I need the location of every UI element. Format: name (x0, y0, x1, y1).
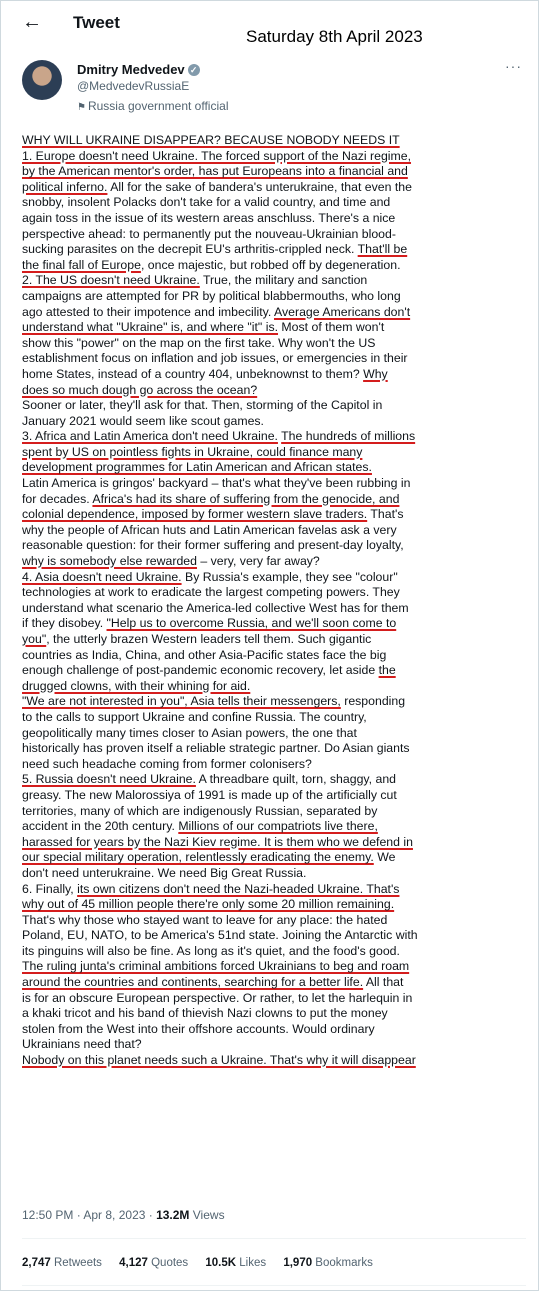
text-segment: don't need unterukraine. We need Big Great Russia. (22, 865, 307, 880)
underlined-text: why is somebody else rewarded (22, 554, 197, 569)
text-segment: 6. Finally, (22, 881, 78, 896)
underlined-text: "We are not interested in you", Asia tells their messengers, (22, 694, 341, 709)
text-segment: accident in the 20th century. (22, 819, 179, 834)
text-segment: January 2021 would seem like scout games. (22, 413, 264, 428)
tweet-line (22, 850, 528, 866)
page-title: Tweet (73, 13, 120, 32)
tweet-line (22, 227, 528, 243)
tweet-line (22, 523, 528, 539)
retweets-label: Retweets (50, 1257, 102, 1269)
tweet-line (22, 788, 528, 804)
tweet-line (22, 944, 528, 960)
tweet-line (22, 554, 528, 570)
tweet-line (22, 632, 528, 648)
text-segment: stolen from the West into their offshore accounts. Would ordinary (22, 1021, 375, 1036)
text-segment: That's (367, 507, 404, 522)
government-label (77, 99, 228, 113)
back-arrow-icon[interactable]: ← (22, 11, 42, 33)
underlined-text: 3. Africa and Latin America don't need Ukraine. (22, 429, 278, 444)
tweet-line (22, 351, 528, 367)
tweet-line (22, 398, 528, 414)
underlined-text: harassed for years by the Nazi Kiev regime. It is them who we defend in (22, 834, 413, 849)
tweet-line (22, 1053, 528, 1069)
underlined-text: 5. Russia doesn't need Ukraine. (22, 772, 196, 787)
government-label-text: Russia government official (87, 99, 229, 113)
likes-stat[interactable] (205, 1257, 266, 1269)
text-segment: By Russia's example, they see "colour" (181, 569, 398, 584)
tweet-line (22, 1037, 528, 1053)
tweet-line (22, 570, 528, 586)
tweet-line (22, 336, 528, 352)
views-label: Views (189, 1208, 225, 1222)
tweet-line (22, 726, 528, 742)
underlined-text: understand what "Ukraine" is, and where "it" is. (22, 320, 279, 335)
tweet-line (22, 164, 528, 180)
text-segment: We (373, 850, 396, 865)
text-segment: Most of them won't (278, 320, 385, 335)
tweet-line (22, 258, 528, 274)
text-segment: need such headache coming from former colonisers? (22, 756, 312, 771)
tweet-line (22, 367, 528, 383)
text-segment: its pinguins will also be fine. As long as it's quiet, and the food's good. (22, 943, 400, 958)
text-segment: , once majestic, but robbed off by degeneration. (140, 257, 401, 272)
text-segment: historically has proven itself a reliable strategic partner. Do Asian giants (22, 741, 410, 756)
text-segment: campaigns are attempted for PR by political blabbermouths, who long (22, 288, 401, 303)
underlined-text: development programmes for Latin American and African states. (22, 460, 372, 475)
underlined-text: the final fall of Europe (22, 257, 141, 272)
tweet-line (22, 460, 528, 476)
tweet-line (22, 180, 528, 196)
text-segment: Ukrainians need that? (22, 1037, 142, 1052)
underlined-text: 4. Asia doesn't need Ukraine. (22, 569, 182, 584)
underlined-text: Africa's had its share of suffering from the genocide, and (92, 491, 400, 506)
underlined-text: does so much dough go across the ocean? (22, 382, 258, 397)
bookmarks-count: 1,970 (283, 1257, 313, 1269)
tweet-line (22, 538, 528, 554)
tweet-line (22, 289, 528, 305)
underlined-text: WHY WILL UKRAINE DISAPPEAR? BECAUSE NOBODY NEEDS IT (22, 133, 400, 147)
date-annotation: Saturday 8th April 2023 (246, 27, 423, 46)
text-segment: Poland, EU, NATO, to be America's 51nd state. Joining the Antarctic with (22, 928, 418, 943)
underlined-text: Millions of our compatriots live there, (178, 819, 378, 834)
more-options-icon[interactable]: ··· (505, 58, 522, 74)
tweet-line (22, 648, 528, 664)
text-segment: understand what scenario the America-led collective West has for them (22, 600, 409, 615)
tweet-line (22, 242, 528, 258)
retweets-stat[interactable] (22, 1257, 102, 1269)
text-segment: reasonable question: for their former suffering and present-day loyalty, (22, 538, 404, 553)
views-count: 13.2M (156, 1208, 190, 1222)
text-segment: Latin America is gringos' backyard – that's what they've been rubbing in (22, 476, 411, 491)
text-segment: A threadbare quilt, torn, shaggy, and (195, 772, 396, 787)
underlined-text: "Help us to overcome Russia, and we'll soon come to (106, 616, 397, 631)
text-segment: if they disobey. (22, 616, 107, 631)
tweet-line (22, 710, 528, 726)
underlined-text: 1. Europe doesn't need Ukraine. The forced support of the Nazi regime, (22, 148, 412, 163)
retweets-count: 2,747 (22, 1257, 51, 1269)
text-segment: responding (340, 694, 406, 709)
tweet-line (22, 975, 528, 991)
underlined-text: colonial dependence, imposed by former western slave traders. (22, 507, 368, 522)
text-segment: technologies at work to eradicate the largest competing powers. They (22, 585, 400, 600)
tweet-line (22, 305, 528, 321)
tweet-line (22, 959, 528, 975)
likes-count: 10.5K (205, 1257, 237, 1269)
tweet-line (22, 133, 528, 149)
tweet-line (22, 476, 528, 492)
text-segment: enough challenge of post-pandemic economic recovery, let aside (22, 663, 379, 678)
text-segment: snobby, insolent Polacks don't take for a valid country, and time and (22, 195, 391, 210)
tweet-line (22, 819, 528, 835)
text-segment: again toss in the issue of its western areas anschluss. There's a nice (22, 210, 396, 225)
bookmarks-label: Bookmarks (312, 1257, 373, 1269)
underlined-text: Average Americans don't (274, 304, 411, 319)
tweet-line (22, 897, 528, 913)
tweet-line (22, 1006, 528, 1022)
tweet-line (22, 492, 528, 508)
author-handle[interactable]: @MedvedevRussiaE (77, 79, 190, 93)
text-segment: Sooner or later, they'll ask for that. Then, storming of the Capitol in (22, 398, 383, 413)
underlined-text: around the countries and continents, searching for a better life. (22, 975, 364, 990)
text-segment: – very, very far away? (196, 554, 320, 569)
tweet-line (22, 383, 528, 399)
underlined-text: Nobody on this planet needs such a Ukraine. That's why it will disappear (22, 1053, 416, 1068)
tweet-line (22, 273, 528, 289)
tweet-line (22, 928, 528, 944)
underlined-text: you" (22, 632, 47, 646)
text-segment: to the calls to support Ukraine and confine Russia. The country, (22, 709, 367, 724)
tweet-line (22, 1022, 528, 1038)
text-segment: territories, many of which are indigenously Russian, separated by (22, 803, 378, 818)
tweet-line (22, 679, 528, 695)
tweet-line (22, 601, 528, 617)
tweet-line (22, 663, 528, 679)
quotes-label: Quotes (147, 1257, 189, 1269)
divider (22, 1285, 526, 1286)
text-segment: countries as India, China, and other Asia-Pacific states face the big (22, 647, 387, 662)
tweet-text (22, 133, 528, 1069)
tweet-line (22, 757, 528, 773)
tweet-line (22, 445, 528, 461)
quotes-stat[interactable] (119, 1257, 188, 1269)
text-segment: perspective ahead: to permanently put the nouveau-Ukrainian blood- (22, 226, 396, 241)
underlined-text: Why (363, 366, 388, 381)
text-segment: establishment focus on inflation and job issues, or emergencies in their (22, 351, 408, 366)
text-segment: All for the sake of bandera's unterukraine, that even the (107, 179, 412, 194)
text-segment: ago attested to their impotence and imbecility. (22, 304, 275, 319)
underlined-text: drugged clowns, with their whining for aid. (22, 678, 251, 693)
underlined-text: spent by US on pointless fights in Ukraine, could finance many (22, 444, 363, 459)
tweet-line (22, 694, 528, 710)
underlined-text: by the American mentor's order, has put Europeans into a financial and (22, 164, 408, 179)
tweet-line (22, 835, 528, 851)
tweet-line (22, 882, 528, 898)
underlined-text: That'll be (357, 242, 408, 257)
text-segment: is for an obscure European perspective. Or rather, to let the harlequin in (22, 990, 413, 1005)
tweet-line (22, 991, 528, 1007)
underlined-text: 2. The US doesn't need Ukraine. (22, 273, 200, 288)
avatar[interactable] (22, 60, 62, 100)
tweet-line (22, 414, 528, 430)
underlined-text: its own citizens don't need the Nazi-headed Ukraine. That's (77, 881, 400, 896)
underlined-text: The ruling junta's criminal ambitions forced Ukrainians to beg and roam (22, 959, 410, 974)
tweet-line (22, 585, 528, 601)
text-segment: That's why those who stayed want to leave for any place: the hated (22, 912, 388, 927)
author-name-text[interactable]: Dmitry Medvedev (77, 62, 185, 77)
tweet-line (22, 866, 528, 882)
tweet-line (22, 195, 528, 211)
tweet-line (22, 772, 528, 788)
underlined-text: political inferno. (22, 179, 108, 194)
text-segment: All that (363, 975, 404, 990)
underlined-text: the (378, 663, 396, 678)
tweet-line (22, 507, 528, 523)
text-segment: sucking parasites on the decrepit EU's arthritis-crippled neck. (22, 242, 358, 257)
text-segment: show this "power" on the map on the first take. Why won't the US (22, 335, 376, 350)
tweet-line (22, 320, 528, 336)
tweet-line (22, 913, 528, 929)
text-segment: geopolitically many times closer to Asian powers, the one that (22, 725, 357, 740)
quotes-count: 4,127 (119, 1257, 148, 1269)
text-segment: for decades. (22, 491, 93, 506)
flag-icon: ⚑ (77, 102, 86, 113)
tweet-line (22, 804, 528, 820)
text-segment: a khaki tricot and his band of thievish Nazi clowns to put the money (22, 1006, 388, 1021)
likes-label: Likes (236, 1257, 267, 1269)
author-name[interactable] (77, 62, 200, 77)
engagement-stats (22, 1257, 387, 1269)
tweet-line (22, 616, 528, 632)
underlined-text: our special military operation, relentlessly eradicating the enemy. (22, 850, 374, 865)
divider (22, 1238, 526, 1239)
verified-badge-icon: ✓ (188, 64, 200, 76)
underlined-text: The hundreds of millions (281, 429, 416, 444)
text-segment: why the people of African huts and Latin American favelas ask a very (22, 522, 397, 537)
text-segment: greasy. The new Malorossiya of 1991 is made up of the artificially cut (22, 787, 397, 802)
underlined-text: why out of 45 million people there're only some 20 million remaining. (22, 897, 395, 912)
timestamp-text[interactable]: 12:50 PM · Apr 8, 2023 · (22, 1208, 157, 1222)
tweet-line (22, 149, 528, 165)
tweet-line (22, 429, 528, 445)
tweet-line (22, 211, 528, 227)
bookmarks-stat[interactable] (283, 1257, 373, 1269)
text-segment: , the utterly brazen Western leaders tell them. Such gigantic (46, 632, 372, 646)
tweet-line (22, 741, 528, 757)
tweet-timestamp (22, 1208, 225, 1222)
text-segment: True, the military and sanction (199, 273, 368, 288)
text-segment: home States, instead of a country 404, unbeknownst to them? (22, 366, 364, 381)
